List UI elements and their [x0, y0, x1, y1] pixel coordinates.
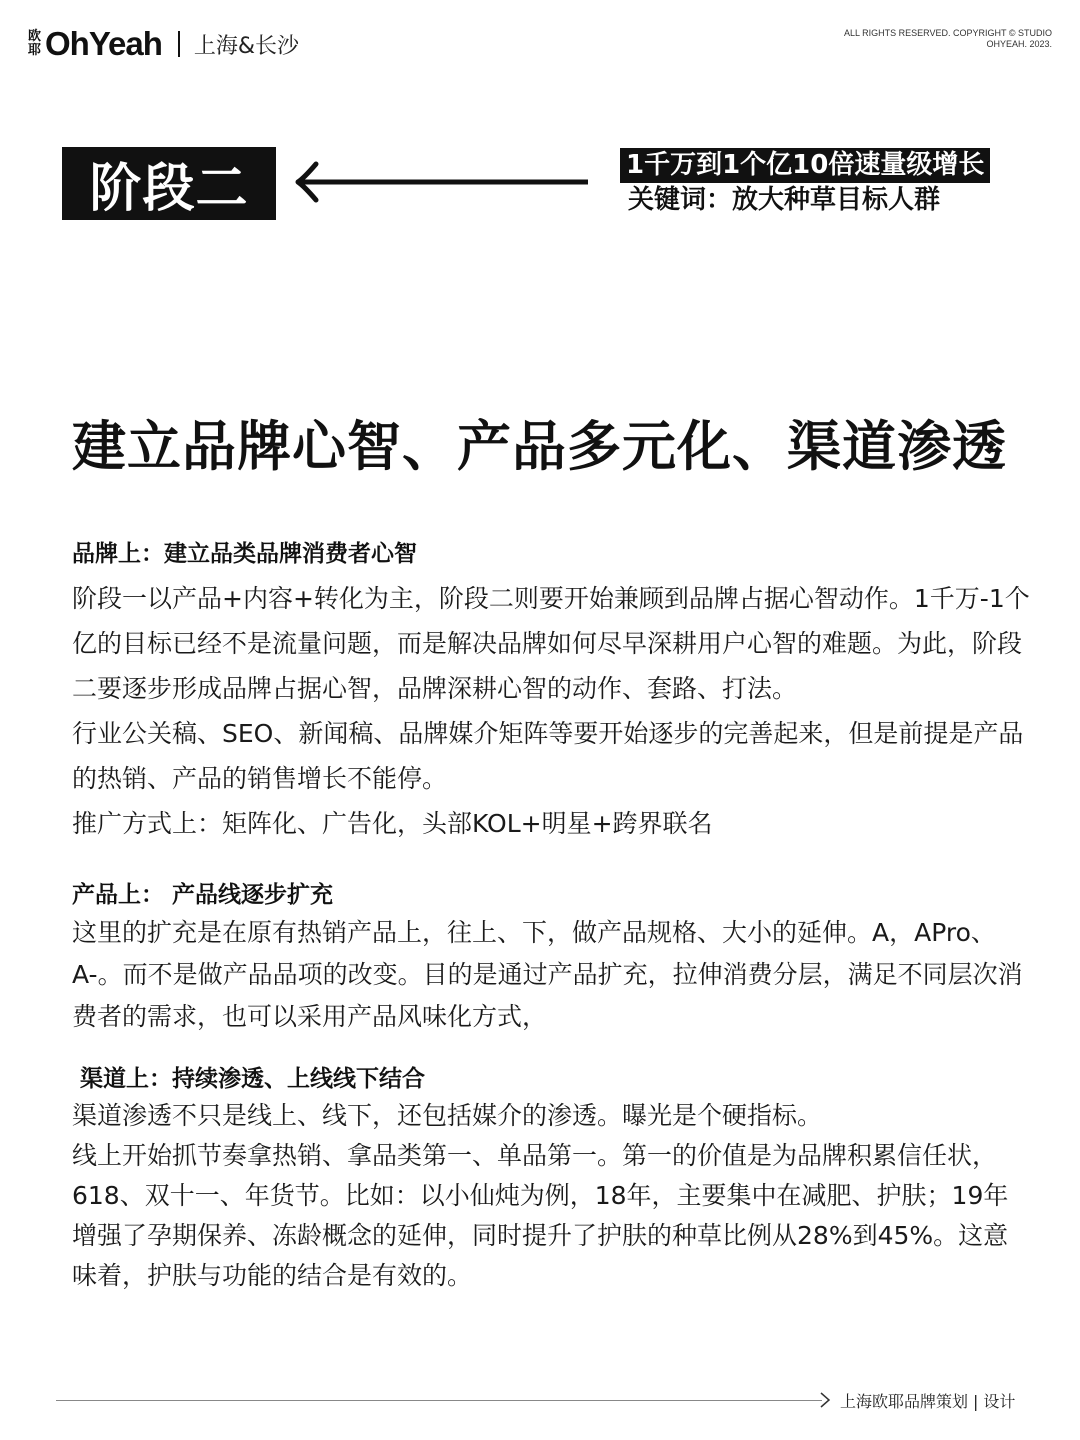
section-paragraph: 这里的扩充是在原有热销产品上，往上、下，做产品规格、大小的延伸。A，APro、A-。而不是做产品品项的改变。目的是通过产品扩充，拉伸消费分层，满足不同层次消费者的需求，也可以采用产品风味化方式，: [72, 918, 1023, 1031]
logo-cn-top: 欧: [28, 29, 42, 44]
section-brand: [72, 536, 1032, 846]
copyright-notice: [822, 28, 1052, 50]
footer-divider: [56, 1400, 822, 1401]
section-heading: 产品上： 产品线逐步扩充: [72, 882, 334, 908]
stage-keywords: 关键词：放大种草目标人群: [628, 185, 941, 215]
section-paragraph: 阶段一以产品+内容+转化为主，阶段二则要开始兼顾到品牌占据心智动作。1千万-1个亿的目标已经不是流量问题，而是解决品牌如何尽早深耕用户心智的难题。为此，阶段二要逐步形成品牌占据心智，品牌深耕心智的动作、套路、打法。: [72, 584, 1030, 703]
section-paragraph: 行业公关稿、SEO、新闻稿、品牌媒介矩阵等要开始逐步的完善起来，但是前提是产品的热销、产品的销售增长不能停。: [72, 719, 1024, 793]
left-arrow-icon: [294, 158, 590, 206]
section-paragraph: 线上开始抓节奏拿热销、拿品类第一、单品第一。第一的价值是为品牌积累信任状，618、双十一、年货节。比如：以小仙炖为例，18年，主要集中在减肥、护肤；19年增强了孕期保养、冻龄概念的延伸，同时提升了护肤的种草比例从28%到45%。这意味着，护肤与功能的结合是有效的。: [72, 1141, 1009, 1290]
header-divider: [178, 31, 180, 57]
copyright-line: OHYEAH. 2023.: [986, 39, 1052, 49]
logo-wordmark: OhYeah: [45, 25, 162, 62]
logo-chinese: [28, 30, 41, 58]
header-city: 上海&长沙: [193, 33, 300, 59]
page-title: 建立品牌心智、产品多元化、渠道渗透: [72, 415, 1007, 478]
section-paragraph: 渠道渗透不只是线上、线下，还包括媒介的渗透。曝光是个硬指标。: [72, 1101, 823, 1130]
footer-separator: |: [973, 1392, 979, 1411]
section-heading: 渠道上：持续渗透、上线线下结合: [72, 1066, 426, 1092]
stage-label: 阶段二: [62, 147, 276, 220]
section-paragraph: 推广方式上：矩阵化、广告化，头部KOL+明星+跨界联名: [72, 809, 713, 838]
brand-header: [28, 24, 299, 64]
logo-cn-bottom: 耶: [28, 43, 42, 58]
footer-credit: [840, 1389, 1015, 1412]
chevron-right-icon: [818, 1392, 832, 1408]
copyright-line: ALL RIGHTS RESERVED. COPYRIGHT © STUDIO: [843, 28, 1052, 38]
section-channel: [72, 1062, 1032, 1296]
section-product: [72, 878, 1032, 1038]
footer-company: 上海欧耶品牌策划: [840, 1392, 969, 1411]
stage-summary: [620, 148, 990, 217]
footer-role: 设计: [983, 1392, 1016, 1411]
section-heading: 品牌上：建立品类品牌消费者心智: [72, 541, 417, 567]
stage-growth-tag: 1千万到1个亿10倍速量级增长: [620, 148, 990, 183]
